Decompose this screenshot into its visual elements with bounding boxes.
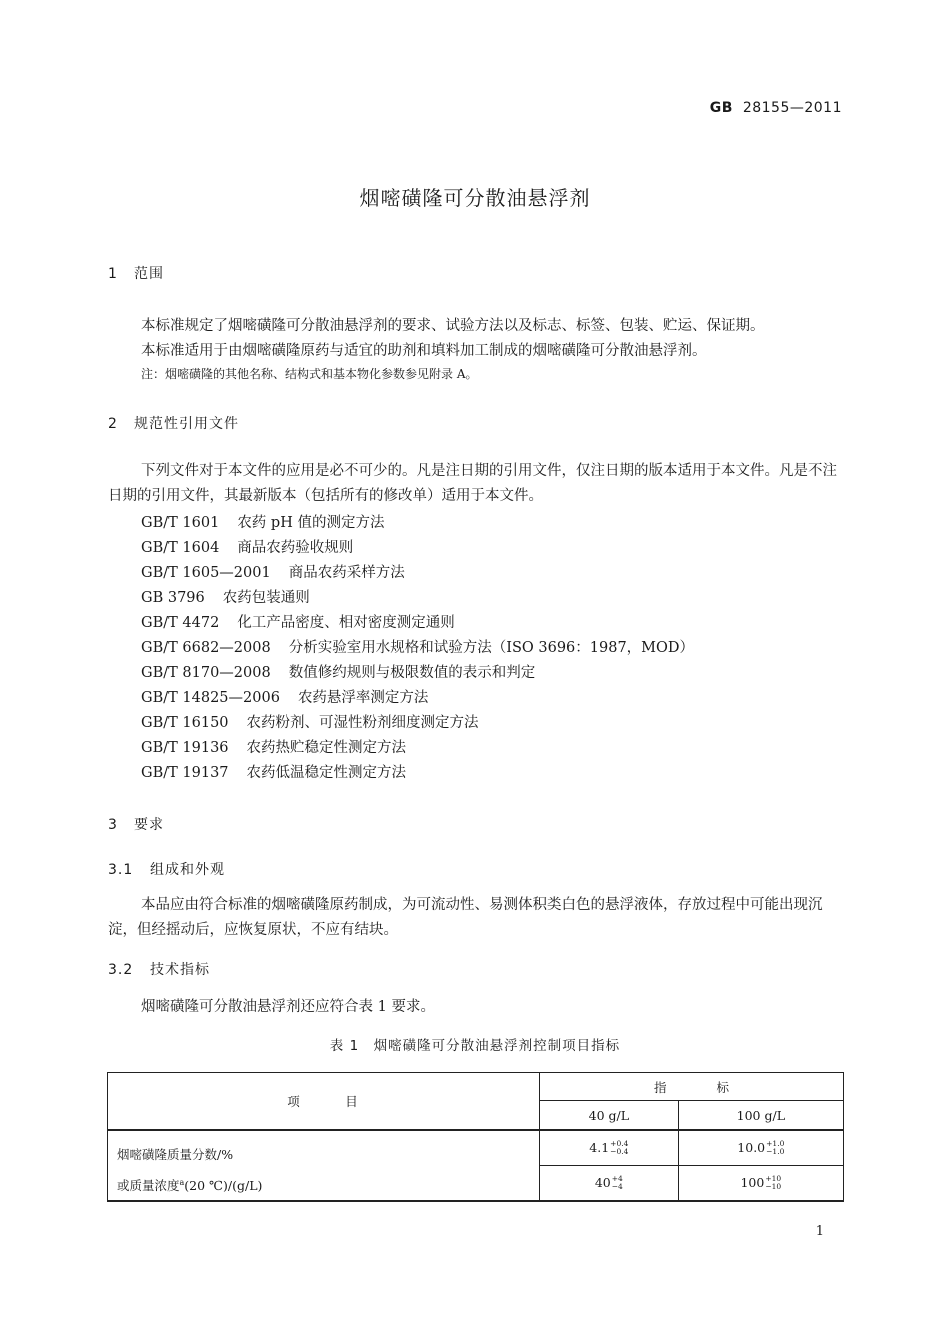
- value-100-concentration: [678, 1166, 843, 1202]
- value-number: 10.0: [737, 1139, 766, 1155]
- reference-code: GB/T 1605—2001: [141, 565, 271, 581]
- section-1-paragraph-1: 本标准规定了烟嘧磺隆可分散油悬浮剂的要求、试验方法以及标志、标签、包装、贮运、保证期。: [141, 318, 765, 334]
- section-3-1-heading: [108, 859, 225, 879]
- tolerance-minus: −10: [765, 1182, 782, 1192]
- reference-item: [141, 711, 479, 732]
- section-1-title: 范围: [134, 266, 164, 282]
- tolerance-plus: +1.0: [766, 1139, 785, 1149]
- row-label-concentration-text: 或质量浓度: [117, 1178, 180, 1194]
- document-title: 烟嘧磺隆可分散油悬浮剂: [359, 186, 591, 210]
- table-caption: 表 1 烟嘧磺隆可分散油悬浮剂控制项目指标: [329, 1038, 621, 1054]
- tolerance: [610, 1140, 628, 1156]
- section-1-paragraph-2: 本标准适用于由烟嘧磺隆原药与适宜的助剂和填料加工制成的烟嘧磺隆可分散油悬浮剂。: [141, 343, 707, 359]
- row-label-concentration: [117, 1169, 539, 1200]
- reference-code: GB/T 4472: [141, 615, 220, 631]
- reference-item: [141, 586, 310, 607]
- tolerance-minus: −4: [611, 1182, 623, 1192]
- tolerance-plus: +4: [611, 1174, 623, 1184]
- standard-prefix: GB: [709, 100, 733, 116]
- reference-title: 农药低温稳定性测定方法: [246, 765, 407, 781]
- reference-title: 农药 pH 值的测定方法: [237, 515, 385, 531]
- reference-title: 化工产品密度、相对密度测定通则: [237, 615, 455, 631]
- footnote-marker: a: [179, 1178, 185, 1187]
- reference-title: 数值修约规则与极限数值的表示和判定: [288, 665, 536, 681]
- section-2-intro: 下列文件对于本文件的应用是必不可少的。凡是注日期的引用文件，仅注日期的版本适用于本文件。凡是不注日期的引用文件，其最新版本（包括所有的修改单）适用于本文件。: [108, 463, 837, 504]
- reference-title: 农药热贮稳定性测定方法: [246, 740, 407, 756]
- reference-code: GB/T 16150: [141, 715, 229, 731]
- reference-code: GB/T 1604: [141, 540, 220, 556]
- standard-number: [710, 100, 842, 116]
- row-label-mass-fraction: 烟嘧磺隆质量分数/%: [117, 1147, 234, 1162]
- reference-item: [141, 636, 694, 657]
- section-2-heading: [108, 413, 239, 433]
- reference-code: GB/T 8170—2008: [141, 665, 271, 681]
- tolerance-minus: −1.0: [766, 1147, 785, 1157]
- reference-item: [141, 611, 455, 632]
- column-header-40: 40 g/L: [540, 1101, 679, 1131]
- section-3-title: 要求: [134, 817, 164, 833]
- section-3-2-number: 3.2: [108, 962, 134, 978]
- tolerance-minus: −0.4: [610, 1147, 629, 1157]
- section-3-1-number: 3.1: [108, 862, 134, 878]
- value-40-concentration: [540, 1166, 679, 1202]
- row-label-concentration-unit: (20 ℃)/(g/L): [184, 1178, 263, 1194]
- reference-item: [141, 686, 428, 707]
- section-3-1-text: 本品应由符合标准的烟嘧磺隆原药制成，为可流动性、易测体积类白色的悬浮液体，存放过程中可能出现沉淀，但经摇动后，应恢复原状，不应有结块。: [108, 897, 823, 938]
- reference-code: GB/T 14825—2006: [141, 690, 280, 706]
- tolerance-plus: +0.4: [610, 1139, 629, 1149]
- section-3-2-text: 烟嘧磺隆可分散油悬浮剂还应符合表 1 要求。: [141, 999, 435, 1015]
- reference-item: [141, 561, 405, 582]
- section-3-1-title: 组成和外观: [150, 862, 225, 878]
- column-header-100: 100 g/L: [678, 1101, 843, 1131]
- section-3-2-heading: [108, 959, 210, 979]
- tolerance: [766, 1140, 784, 1156]
- reference-item: [141, 661, 535, 682]
- section-3-2-title: 技术指标: [150, 962, 210, 978]
- reference-title: 分析实验室用水规格和试验方法（ISO 3696：1987，MOD）: [288, 640, 695, 656]
- section-1-number: 1: [108, 266, 118, 282]
- section-1-note: 注：烟嘧磺隆的其他名称、结构式和基本物化参数参见附录 A。: [141, 367, 478, 381]
- reference-code: GB 3796: [141, 590, 205, 606]
- reference-title: 农药悬浮率测定方法: [297, 690, 429, 706]
- reference-code: GB/T 19136: [141, 740, 229, 756]
- value-number: 40: [594, 1174, 611, 1190]
- reference-title: 商品农药验收规则: [237, 540, 354, 556]
- reference-item: [141, 761, 406, 782]
- section-1-heading: [108, 263, 164, 283]
- reference-code: GB/T 6682—2008: [141, 640, 271, 656]
- reference-title: 商品农药采样方法: [288, 565, 405, 581]
- value-number: 4.1: [589, 1139, 610, 1155]
- row-label-content: [108, 1130, 540, 1201]
- reference-code: GB/T 1601: [141, 515, 220, 531]
- reference-item: [141, 536, 353, 557]
- value-40-mass-fraction: [540, 1130, 679, 1166]
- section-2-title: 规范性引用文件: [134, 416, 239, 432]
- reference-item: [141, 736, 406, 757]
- tolerance: [765, 1175, 781, 1191]
- value-100-mass-fraction: [678, 1130, 843, 1166]
- section-3-number: 3: [108, 817, 118, 833]
- column-header-item: 项 目: [108, 1073, 540, 1131]
- column-header-index: 指 标: [540, 1073, 844, 1101]
- value-number: 100: [740, 1174, 765, 1190]
- section-2-number: 2: [108, 416, 118, 432]
- reference-code: GB/T 19137: [141, 765, 229, 781]
- section-3-heading: [108, 814, 164, 834]
- tolerance-plus: +10: [765, 1174, 782, 1184]
- page-number: 1: [815, 1224, 824, 1239]
- reference-title: 农药粉剂、可湿性粉剂细度测定方法: [246, 715, 479, 731]
- reference-title: 农药包装通则: [222, 590, 310, 606]
- spec-table: [107, 1072, 844, 1202]
- tolerance: [612, 1175, 623, 1191]
- reference-item: [141, 511, 384, 532]
- standard-code: 28155—2011: [742, 100, 842, 116]
